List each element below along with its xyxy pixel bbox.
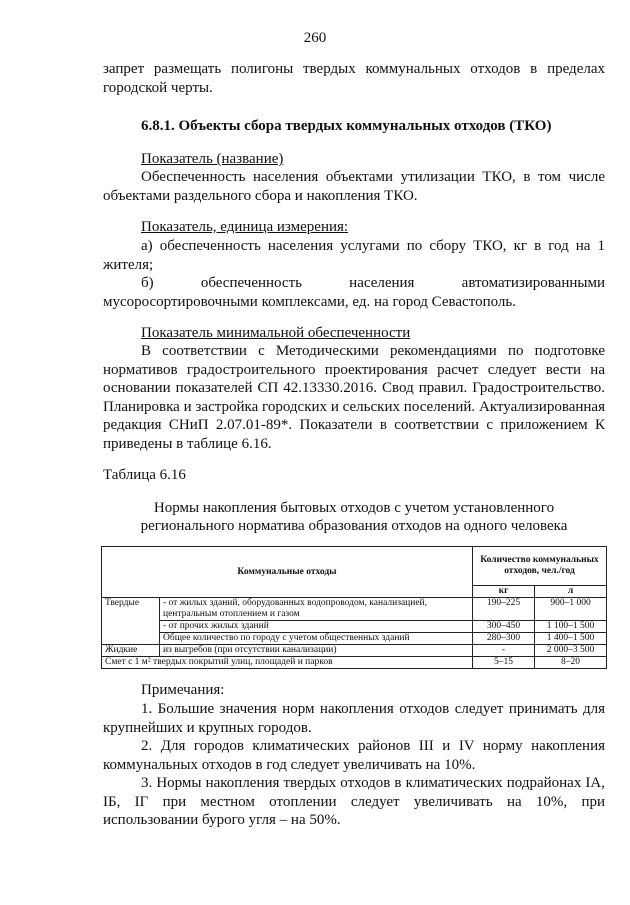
label-indicator-unit: Показатель, единица измерения:	[141, 219, 349, 235]
table-row	[102, 645, 607, 657]
row-item: из выгребов (при отсутствии канализации)	[160, 645, 473, 657]
row-l: 900–1 000	[535, 598, 607, 621]
indicator-name-text: Обеспеченность населения объектами утилизации ТКО, в том числе объектами раздельного сбора и накопления ТКО.	[103, 169, 605, 204]
page-number: 260	[303, 30, 327, 46]
waste-norms-table	[101, 546, 607, 669]
table-row	[102, 598, 607, 621]
table-row	[102, 621, 607, 633]
row-item: - от жилых зданий, оборудованных водопроводом, канализацией, центральным отоплением и газом	[160, 598, 473, 621]
intro-paragraph: запрет размещать полигоны твердых коммунальных отходов в пределах городской черты.	[103, 61, 605, 96]
section-heading: 6.8.1. Объекты сбора твердых коммунальных отходов (ТКО)	[141, 118, 552, 134]
note-2: 2. Для городов климатических районов III и IV норму накопления коммунальных отходов в год следует увеличивать на 10%.	[103, 738, 605, 773]
row-group: Жидкие	[102, 645, 160, 657]
row-item: - от прочих жилых зданий	[160, 621, 473, 633]
header-l: л	[535, 586, 607, 598]
row-l: 1 100–1 500	[535, 621, 607, 633]
table-row	[102, 633, 607, 645]
row-kg: -	[473, 645, 535, 657]
row-item: Общее количество по городу с учетом общественных зданий	[160, 633, 473, 645]
row-l: 2 000–3 500	[535, 645, 607, 657]
note-3: 3. Нормы накопления твердых отходов в климатических подрайонах IА, IБ, IГ при местном отоплении следует увеличивать на 10%, при использовании бурого угля – на 50%.	[103, 775, 605, 828]
table-label: Таблица 6.16	[103, 467, 186, 483]
row-group: Твердые	[102, 598, 160, 645]
row-kg: 280–300	[473, 633, 535, 645]
row-kg: 5–15	[473, 657, 535, 669]
label-min-provision: Показатель минимальной обеспеченности	[141, 325, 411, 341]
header-kg: кг	[473, 586, 535, 598]
note-1: 1. Большие значения норм накопления отходов следует принимать для крупнейших и крупных городов.	[103, 701, 605, 736]
row-l: 8–20	[535, 657, 607, 669]
table-row	[102, 657, 607, 669]
label-indicator-name: Показатель (название)	[141, 151, 284, 167]
header-waste: Коммунальные отходы	[102, 547, 473, 598]
row-kg: 300–450	[473, 621, 535, 633]
header-quantity: Количество коммунальных отходов, чел./год	[473, 547, 607, 586]
table-title-line-2: регионального норматива образования отходов на одного человека	[140, 518, 568, 534]
table-title-line-1: Нормы накопления бытовых отходов с учетом установленного	[153, 500, 555, 516]
notes-title: Примечания:	[141, 682, 225, 698]
row-item: Смет с 1 м² твердых покрытий улиц, площадей и парков	[102, 657, 473, 669]
indicator-unit-b: б) обеспеченность населения автоматизированными мусоросортировочными комплексами, ед. на город Севастополь.	[103, 275, 605, 310]
row-kg: 190–225	[473, 598, 535, 621]
indicator-unit-a: а) обеспеченность населения услугами по сбору ТКО, кг в год на 1 жителя;	[103, 238, 605, 273]
row-l: 1 400–1 500	[535, 633, 607, 645]
table-header-row	[102, 547, 607, 586]
min-provision-text: В соответствии с Методическими рекомендациями по подготовке нормативов градостроительного проектирования расчет следует вести на основании показателей СП 42.13330.2016. Свод правил. Градостроительство. Планировка и застройка городских и сельских поселений. Актуализированная редакция СНиП 2.07.01-89*. Показатели в соответствии с приложением К приведены в таблице 6.16.	[103, 343, 605, 452]
